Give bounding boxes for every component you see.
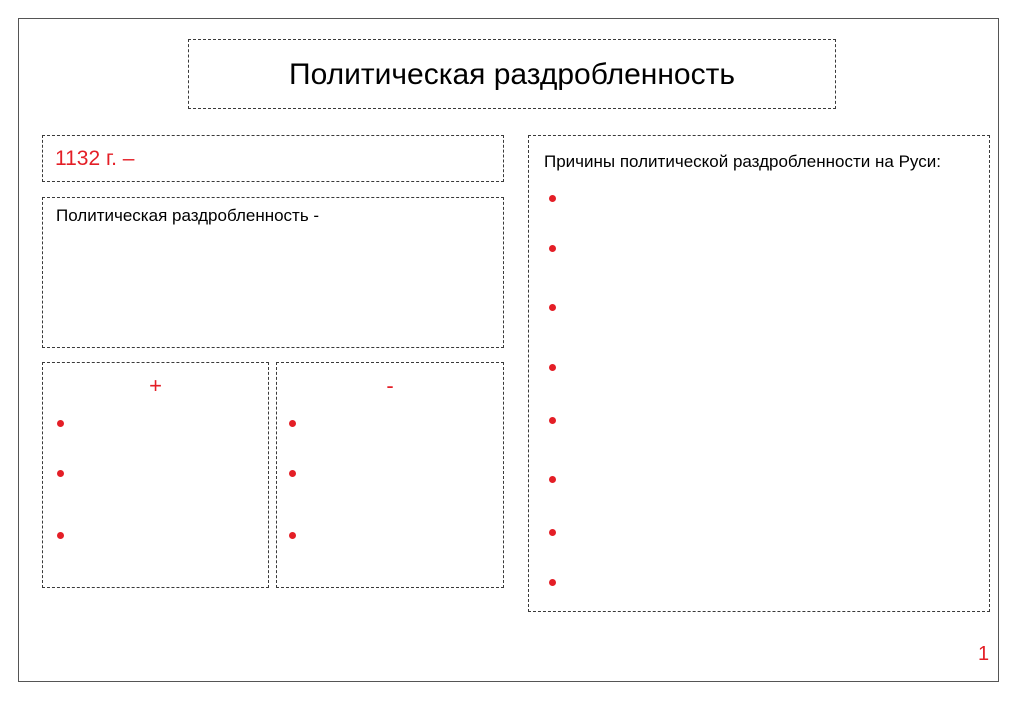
date-label: 1132 г. – xyxy=(55,147,135,170)
title-box xyxy=(188,39,836,109)
causes-bullet-8 xyxy=(549,579,556,586)
page-number: 1 xyxy=(978,643,990,665)
causes-bullet-6 xyxy=(549,476,556,483)
causes-bullet-4 xyxy=(549,364,556,371)
pros-heading: + xyxy=(149,373,162,398)
definition-label: Политическая раздробленность - xyxy=(56,206,320,225)
cons-bullet-1 xyxy=(289,420,296,427)
pros-bullet-1 xyxy=(57,420,64,427)
cons-bullet-3 xyxy=(289,532,296,539)
causes-bullet-2 xyxy=(549,245,556,252)
cons-bullet-2 xyxy=(289,470,296,477)
cons-box xyxy=(276,362,504,588)
definition-box xyxy=(42,197,504,348)
pros-bullet-3 xyxy=(57,532,64,539)
pros-box xyxy=(42,362,269,588)
causes-box xyxy=(528,135,990,612)
causes-bullet-1 xyxy=(549,195,556,202)
causes-heading: Причины политической раздробленности на Руси: xyxy=(544,152,941,171)
date-box xyxy=(42,135,504,182)
pros-bullet-2 xyxy=(57,470,64,477)
causes-bullet-3 xyxy=(549,304,556,311)
cons-heading: - xyxy=(386,373,394,398)
causes-bullet-5 xyxy=(549,417,556,424)
causes-bullet-7 xyxy=(549,529,556,536)
page-title: Политическая раздробленность xyxy=(289,58,735,91)
